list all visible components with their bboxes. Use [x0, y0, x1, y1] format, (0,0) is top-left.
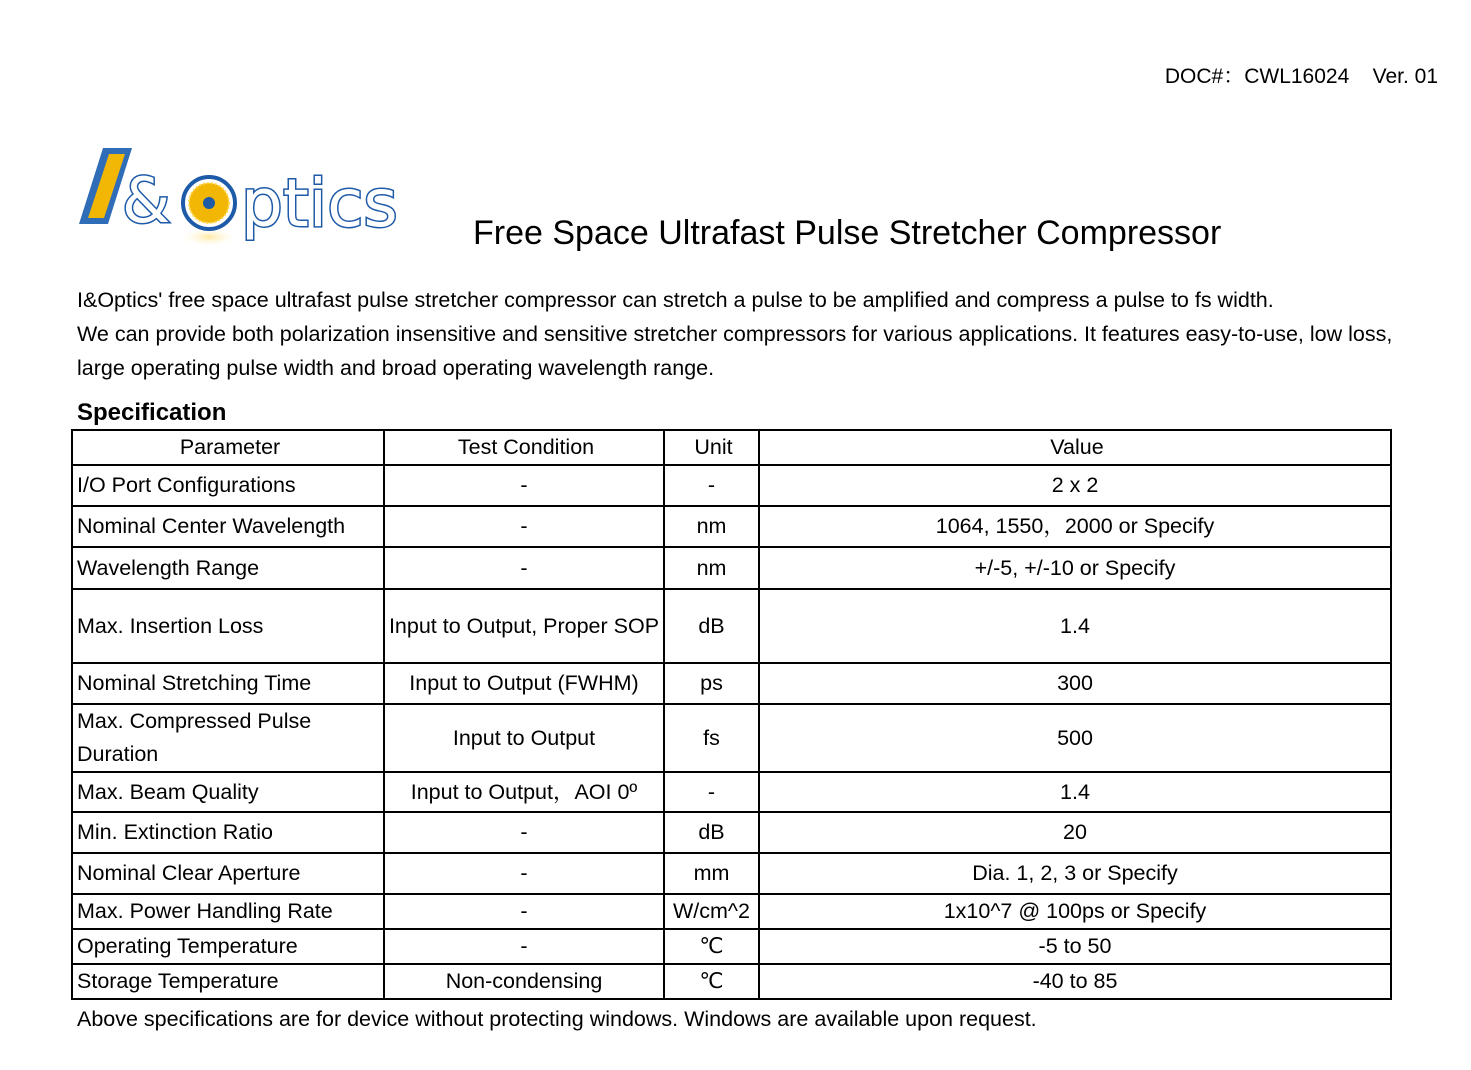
- table-row: [72, 853, 1391, 894]
- condition-cell: Input to Output，AOI 0º: [384, 772, 664, 812]
- svg-text:ptics: ptics: [241, 165, 398, 242]
- parameter-cell: Max. Beam Quality: [72, 772, 384, 812]
- unit-cell: -: [664, 772, 759, 812]
- unit-cell: fs: [664, 704, 759, 772]
- value-cell: 20: [759, 812, 1391, 853]
- unit-cell: mm: [664, 853, 759, 894]
- doc-number: DOC#：CWL16024 Ver. 01: [1164, 65, 1438, 88]
- column-header: Unit: [664, 430, 759, 465]
- column-header: Value: [759, 430, 1391, 465]
- column-header: Test Condition: [384, 430, 664, 465]
- parameter-cell: Min. Extinction Ratio: [72, 812, 384, 853]
- condition-cell: -: [384, 812, 664, 853]
- column-header: Parameter: [72, 430, 384, 465]
- page-title: Free Space Ultrafast Pulse Stretcher Compressor: [473, 214, 1222, 252]
- unit-cell: dB: [664, 812, 759, 853]
- unit-cell: nm: [664, 506, 759, 547]
- company-logo: [76, 142, 416, 254]
- value-cell: 1.4: [759, 589, 1391, 663]
- condition-cell: Non-condensing: [384, 964, 664, 999]
- condition-cell: -: [384, 465, 664, 506]
- table-row: [72, 704, 1391, 772]
- intro-paragraph: I&Optics' free space ultrafast pulse stretcher compressor can stretch a pulse to be amplified and compress a pulse to fs width.: [77, 288, 1274, 312]
- value-cell: 2 x 2: [759, 465, 1391, 506]
- parameter-cell: Max. Insertion Loss: [72, 589, 384, 663]
- table-row: [72, 772, 1391, 812]
- parameter-cell: Storage Temperature: [72, 964, 384, 999]
- unit-cell: dB: [664, 589, 759, 663]
- parameter-cell: Nominal Stretching Time: [72, 663, 384, 704]
- table-row: [72, 465, 1391, 506]
- value-cell: +/-5, +/-10 or Specify: [759, 547, 1391, 589]
- value-cell: 1064, 1550，2000 or Specify: [759, 506, 1391, 547]
- intro-paragraph: We can provide both polarization insensitive and sensitive stretcher compressors for various applications. It features easy-to-use, low loss, large operating pulse width and broad operating wavelength range.: [77, 322, 1393, 380]
- value-cell: 1.4: [759, 772, 1391, 812]
- value-cell: 300: [759, 663, 1391, 704]
- table-row: [72, 812, 1391, 853]
- parameter-cell: Operating Temperature: [72, 929, 384, 964]
- unit-cell: W/cm^2: [664, 894, 759, 929]
- condition-cell: -: [384, 506, 664, 547]
- condition-cell: -: [384, 894, 664, 929]
- table-header-row: [72, 430, 1391, 465]
- condition-cell: -: [384, 929, 664, 964]
- condition-cell: -: [384, 547, 664, 589]
- value-cell: -5 to 50: [759, 929, 1391, 964]
- value-cell: 500: [759, 704, 1391, 772]
- value-cell: 1x10^7 @ 100ps or Specify: [759, 894, 1391, 929]
- parameter-cell: Nominal Clear Aperture: [72, 853, 384, 894]
- condition-cell: -: [384, 853, 664, 894]
- specification-table: [71, 429, 1392, 1000]
- unit-cell: -: [664, 465, 759, 506]
- table-row: [72, 964, 1391, 999]
- table-row: [72, 929, 1391, 964]
- condition-cell: Input to Output (FWHM): [384, 663, 664, 704]
- table-row: [72, 894, 1391, 929]
- table-row: [72, 547, 1391, 589]
- unit-cell: nm: [664, 547, 759, 589]
- value-cell: Dia. 1, 2, 3 or Specify: [759, 853, 1391, 894]
- parameter-cell: Nominal Center Wavelength: [72, 506, 384, 547]
- value-cell: -40 to 85: [759, 964, 1391, 999]
- condition-cell: Input to Output: [384, 704, 664, 772]
- condition-cell: Input to Output, Proper SOP: [384, 589, 664, 663]
- table-row: [72, 506, 1391, 547]
- unit-cell: ps: [664, 663, 759, 704]
- parameter-cell: Max. Compressed Pulse Duration: [72, 704, 384, 772]
- intro-text: [77, 283, 1397, 385]
- footnote: Above specifications are for device without protecting windows. Windows are available upon request.: [77, 1007, 1037, 1031]
- table-row: [72, 663, 1391, 704]
- table-row: [72, 589, 1391, 663]
- logo-graphic: [76, 142, 416, 254]
- svg-text:&: &: [122, 164, 171, 237]
- parameter-cell: Wavelength Range: [72, 547, 384, 589]
- unit-cell: ℃: [664, 964, 759, 999]
- unit-cell: ℃: [664, 929, 759, 964]
- specification-heading: Specification: [77, 399, 227, 426]
- parameter-cell: I/O Port Configurations: [72, 465, 384, 506]
- parameter-cell: Max. Power Handling Rate: [72, 894, 384, 929]
